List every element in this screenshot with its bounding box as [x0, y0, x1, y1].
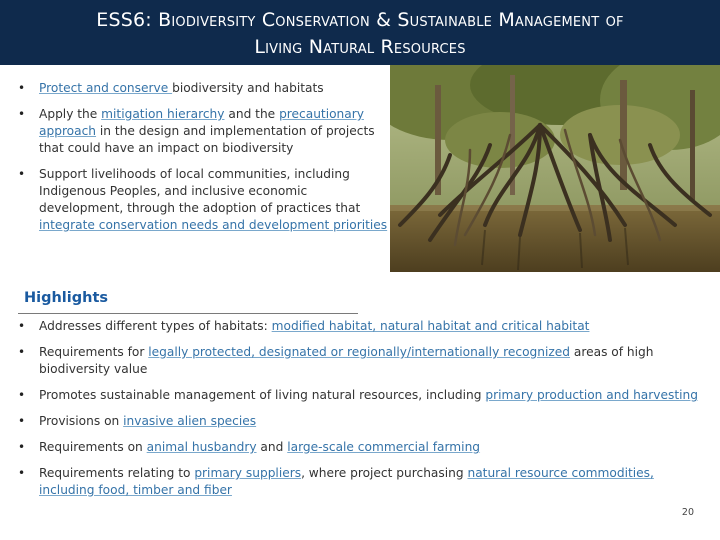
hyperlink[interactable]: Protect and conserve	[39, 81, 173, 95]
bullet-text: Apply the	[39, 107, 102, 121]
hyperlink[interactable]: primary suppliers	[194, 466, 302, 480]
bullet-icon: •	[18, 319, 26, 333]
hyperlink[interactable]: invasive alien species	[123, 414, 257, 428]
bullet-icon: •	[18, 81, 26, 95]
hyperlink[interactable]: animal husbandry	[146, 440, 257, 454]
bullet-text: Requirements relating to	[39, 466, 195, 480]
hyperlink[interactable]: integrate conservation needs and development priorities	[39, 218, 388, 232]
hyperlink[interactable]: precautionary approach	[39, 107, 364, 138]
bullet-text: , where project purchasing	[301, 466, 468, 480]
bullet-icon: •	[18, 440, 26, 454]
objectives-list	[18, 80, 390, 243]
highlight-item	[18, 465, 708, 499]
hyperlink[interactable]: primary production and harvesting	[485, 388, 698, 402]
hyperlink[interactable]: natural resource commodities, including food, timber and fiber	[39, 466, 654, 497]
slide-title-line2: Living Natural Resources	[254, 36, 466, 58]
hyperlink[interactable]: legally protected, designated or regionally/internationally recognized	[148, 345, 571, 359]
bullet-icon: •	[18, 345, 26, 359]
highlight-item	[18, 318, 708, 335]
page-number: 20	[681, 507, 694, 518]
objective-item	[18, 166, 390, 234]
bullet-text: Addresses different types of habitats:	[39, 319, 272, 333]
bullet-text: Requirements on	[39, 440, 147, 454]
bullet-icon: •	[18, 466, 26, 480]
bullet-icon: •	[18, 167, 26, 181]
highlight-item	[18, 413, 708, 430]
highlight-item	[18, 439, 708, 456]
bullet-text: in the design and implementation of projects that could have an impact on biodiversity	[39, 124, 375, 155]
bullet-text: Promotes sustainable management of living natural resources, including	[39, 388, 486, 402]
title-bar	[0, 0, 720, 65]
hyperlink[interactable]: modified habitat, natural habitat and critical habitat	[271, 319, 590, 333]
bullet-icon: •	[18, 107, 26, 121]
hyperlink[interactable]: large-scale commercial farming	[287, 440, 481, 454]
highlights-divider	[18, 313, 358, 314]
bullet-text: and	[256, 440, 288, 454]
highlights-list	[18, 318, 708, 508]
highlights-heading: Highlights	[24, 290, 109, 306]
bullet-text: biodiversity and habitats	[172, 81, 324, 95]
bullet-icon: •	[18, 388, 26, 402]
slide-title-line1: ESS6: Biodiversity Conservation & Sustainable Management of	[96, 9, 624, 31]
bullet-icon: •	[18, 414, 26, 428]
objective-item	[18, 106, 390, 157]
bullet-text: areas of high biodiversity value	[39, 345, 654, 376]
bullet-text: Requirements for	[39, 345, 149, 359]
objective-item	[18, 80, 390, 97]
hyperlink[interactable]: mitigation hierarchy	[101, 107, 225, 121]
highlight-item	[18, 344, 708, 378]
bullet-text: and the	[224, 107, 280, 121]
mangrove-photo	[390, 65, 720, 272]
bullet-text: Support livelihoods of local communities, including Indigenous Peoples, and inclusive economic development, through the adoption of practices that	[39, 167, 361, 215]
bullet-text: Provisions on	[39, 414, 124, 428]
highlight-item	[18, 387, 708, 404]
